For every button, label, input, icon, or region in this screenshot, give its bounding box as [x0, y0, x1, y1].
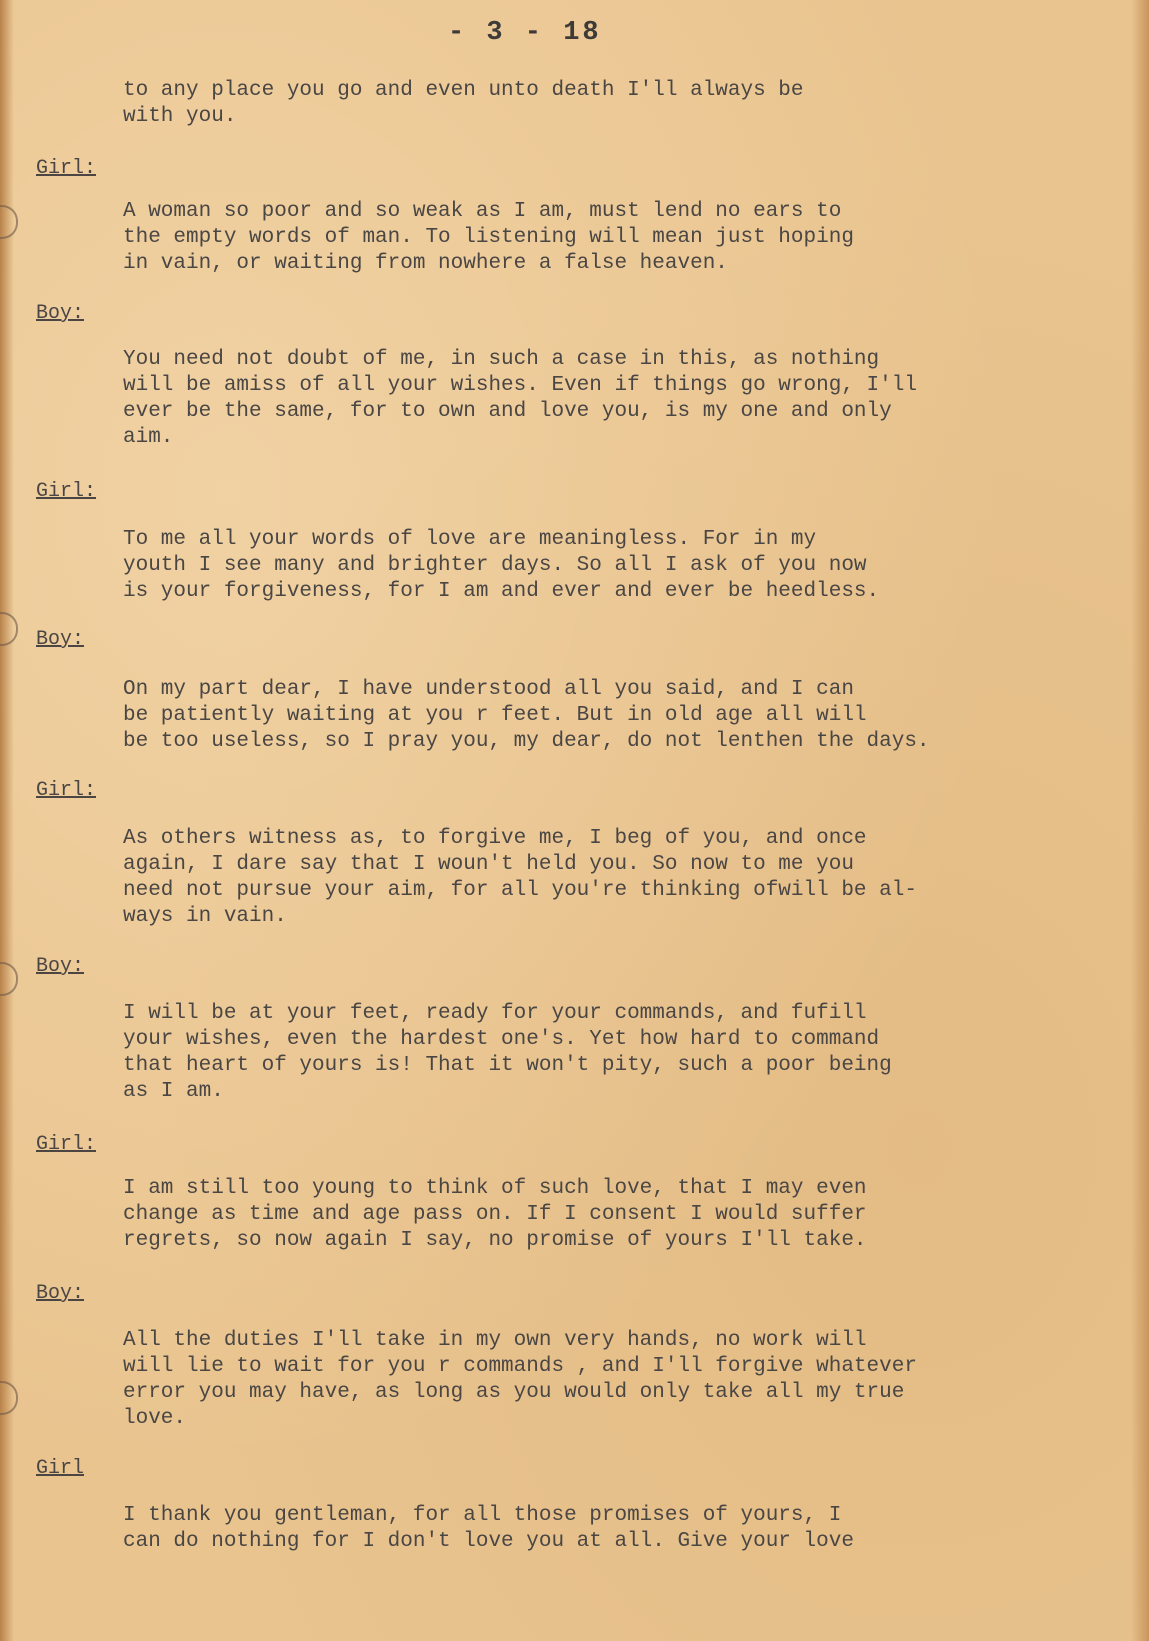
- binding-hole: [0, 962, 18, 996]
- dialogue-line: A woman so poor and so weak as I am, must lend no ears to the empty words of man. To listening will mean just hoping in vain, or waiting from nowhere a false heaven.: [123, 200, 854, 275]
- dialogue-line: To me all your words of love are meaningless. For in my youth I see many and brighter days. So all I ask of you now is your forgiveness, for I am and ever and ever be heedless.: [123, 528, 880, 603]
- speaker-label: Boy:: [36, 628, 85, 651]
- speaker-label: Boy:: [36, 955, 85, 978]
- dialogue-line: You need not doubt of me, in such a case in this, as nothing will be amiss of all your wishes. Even if things go wrong, I'll ever be the same, for to own and love you, is my one and only aim.: [123, 348, 917, 449]
- dialogue-line: to any place you go and even unto death I'll always be with you.: [123, 79, 804, 128]
- speaker-label: Girl: [36, 1457, 85, 1480]
- speaker-label: Boy:: [36, 1282, 85, 1305]
- binding-hole: [0, 612, 18, 646]
- speaker-label: Girl:: [36, 779, 97, 802]
- dialogue-line: On my part dear, I have understood all you said, and I can be patiently waiting at you r feet. But in old age all will be too useless, so I pray you, my dear, do not lenthen the days.: [123, 678, 930, 753]
- binding-hole: [0, 1381, 18, 1415]
- paper-edge-right: [1131, 0, 1149, 1641]
- dialogue-line: As others witness as, to forgive me, I beg of you, and once again, I dare say that I woun't held you. So now to me you need not pursue your aim, for all you're thinking ofwill be al- ways in vain.: [123, 827, 917, 928]
- speaker-label: Girl:: [36, 480, 97, 503]
- page-number: - 3 - 18: [448, 18, 602, 48]
- dialogue-line: I will be at your feet, ready for your commands, and fufill your wishes, even the hardest one's. Yet how hard to command that heart of yours is! That it won't pity, such a poor being as I am.: [123, 1002, 892, 1103]
- dialogue-line: I thank you gentleman, for all those promises of yours, I can do nothing for I don't love you at all. Give your love: [123, 1504, 854, 1553]
- speaker-label: Girl:: [36, 157, 97, 180]
- speaker-label: Boy:: [36, 302, 85, 325]
- speaker-label: Girl:: [36, 1133, 97, 1156]
- dialogue-line: I am still too young to think of such love, that I may even change as time and age pass on. If I consent I would suffer regrets, so now again I say, no promise of yours I'll take.: [123, 1177, 867, 1252]
- binding-hole: [0, 205, 18, 239]
- dialogue-line: All the duties I'll take in my own very hands, no work will will lie to wait for you r commands , and I'll forgive whatever error you may have, as long as you would only take all my true love.: [123, 1329, 917, 1430]
